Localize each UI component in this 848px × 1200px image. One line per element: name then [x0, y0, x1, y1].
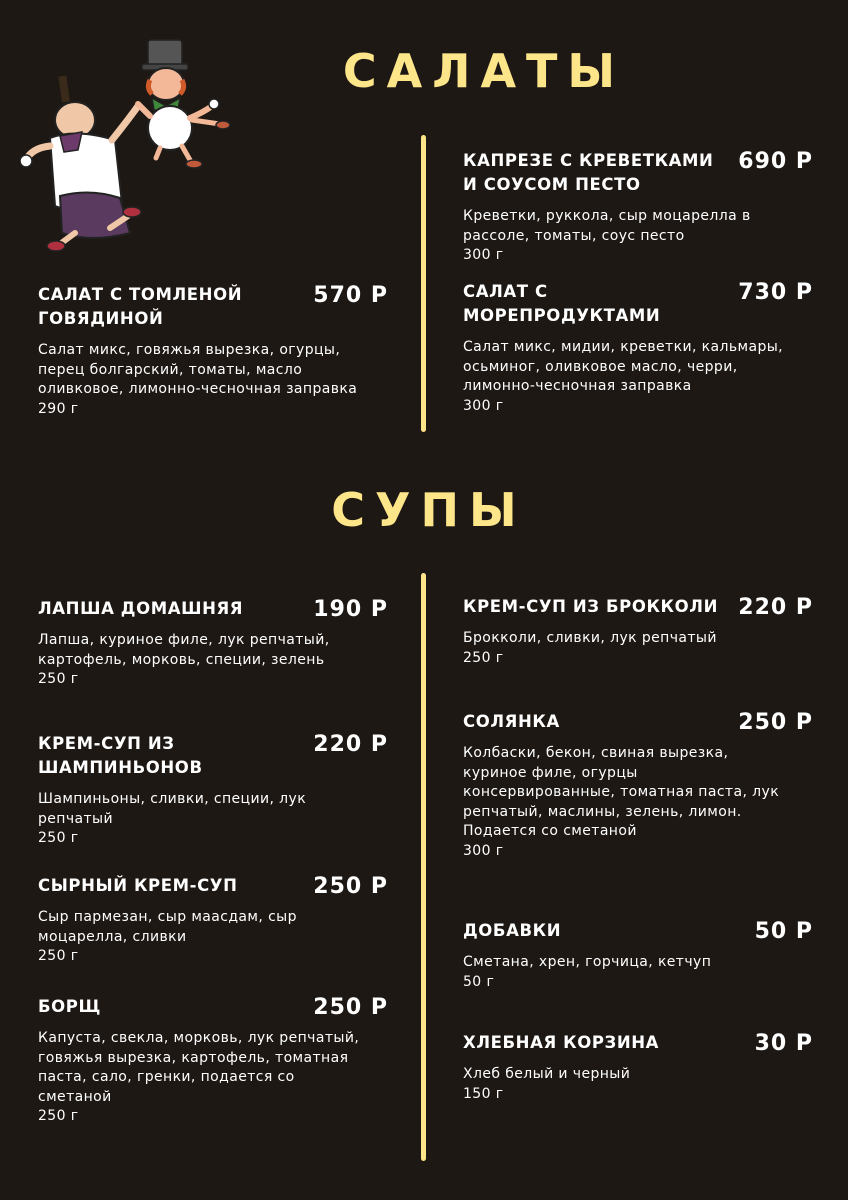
- item-name: КРЕМ-СУП ИЗ БРОККОЛИ: [463, 597, 718, 616]
- item-price: 250 Р: [738, 710, 813, 735]
- item-price: 570 Р: [313, 283, 388, 308]
- menu-item: [463, 280, 823, 416]
- item-weight: 300 г: [463, 397, 504, 414]
- section-title-salads: САЛАТЫ: [342, 44, 626, 98]
- item-description: Хлеб белый и черный: [463, 1066, 631, 1082]
- item-price: 50 Р: [754, 919, 813, 944]
- item-description: Салат микс, говяжья вырезка, огурцы, перец болгарский, томаты, масло оливковое, лимонно-чесночная заправка: [38, 342, 358, 397]
- menu-item: [38, 995, 398, 1127]
- item-name: ДОБАВКИ: [463, 921, 562, 940]
- item-price: 730 Р: [738, 280, 813, 305]
- item-weight: 250 г: [463, 649, 504, 666]
- item-weight: 250 г: [38, 1108, 79, 1124]
- menu-item: [463, 919, 823, 992]
- item-description: Лапша, куриное филе, лук репчатый, картофель, морковь, специи, зелень: [38, 632, 330, 668]
- item-description: Сыр пармезан, сыр маасдам, сыр моцарелла, сливки: [38, 909, 297, 945]
- item-name: БОРЩ: [38, 997, 101, 1016]
- item-price: 190 Р: [313, 597, 388, 622]
- item-description: Капуста, свекла, морковь, лук репчатый, говяжья вырезка, картофель, томатная паста, сало, гренки, подается со сметаной: [38, 1030, 360, 1105]
- column-divider: [421, 135, 426, 432]
- item-name: КАПРЕЗЕ С КРЕВЕТКАМИ И СОУСОМ ПЕСТО: [463, 151, 714, 194]
- item-description: Салат микс, мидии, креветки, кальмары, осьминог, оливковое масло, черри, лимонно-чесночная заправка: [463, 339, 784, 394]
- item-name: САЛАТ С МОРЕПРОДУКТАМИ: [463, 282, 661, 325]
- menu-item: [38, 283, 398, 419]
- menu-item: [463, 595, 823, 668]
- item-description: Колбаски, бекон, свиная вырезка, куриное филе, огурцы консервированные, томатная паста, лук репчатый, маслины, зелень, лимон. Подается со сметаной: [463, 745, 780, 839]
- item-price: 220 Р: [738, 595, 813, 620]
- item-weight: 250 г: [38, 948, 79, 964]
- menu-item: [38, 597, 398, 690]
- item-name: СОЛЯНКА: [463, 712, 560, 731]
- item-price: 30 Р: [754, 1031, 813, 1056]
- item-description: Шампиньоны, сливки, специи, лук репчатый: [38, 791, 307, 827]
- item-weight: 300 г: [463, 247, 504, 263]
- item-weight: 250 г: [38, 671, 79, 687]
- item-price: 220 Р: [313, 732, 388, 757]
- item-weight: 300 г: [463, 842, 504, 859]
- menu-item: [463, 1031, 823, 1104]
- item-name: ХЛЕБНАЯ КОРЗИНА: [463, 1033, 660, 1052]
- item-name: СЫРНЫЙ КРЕМ-СУП: [38, 876, 238, 895]
- menu-item: [463, 710, 823, 861]
- menu-item: [38, 874, 398, 967]
- section-title-soups: СУПЫ: [331, 483, 527, 537]
- item-price: 250 Р: [313, 874, 388, 899]
- menu-item: [463, 149, 823, 266]
- item-description: Брокколи, сливки, лук репчатый: [463, 630, 717, 646]
- item-name: ЛАПША ДОМАШНЯЯ: [38, 599, 244, 618]
- item-weight: 50 г: [463, 973, 495, 990]
- item-name: САЛАТ С ТОМЛЕНОЙ ГОВЯДИНОЙ: [38, 285, 243, 328]
- item-name: КРЕМ-СУП ИЗ ШАМПИНЬОНОВ: [38, 734, 203, 777]
- item-price: 690 Р: [738, 149, 813, 174]
- item-description: Креветки, руккола, сыр моцарелла в рассоле, томаты, соус песто: [463, 208, 751, 244]
- item-weight: 250 г: [38, 830, 79, 846]
- item-weight: 150 г: [463, 1085, 504, 1102]
- column-divider: [421, 573, 426, 1161]
- item-weight: 290 г: [38, 400, 79, 417]
- item-price: 250 Р: [313, 995, 388, 1020]
- item-description: Сметана, хрен, горчица, кетчуп: [463, 954, 712, 970]
- menu-item: [38, 732, 398, 849]
